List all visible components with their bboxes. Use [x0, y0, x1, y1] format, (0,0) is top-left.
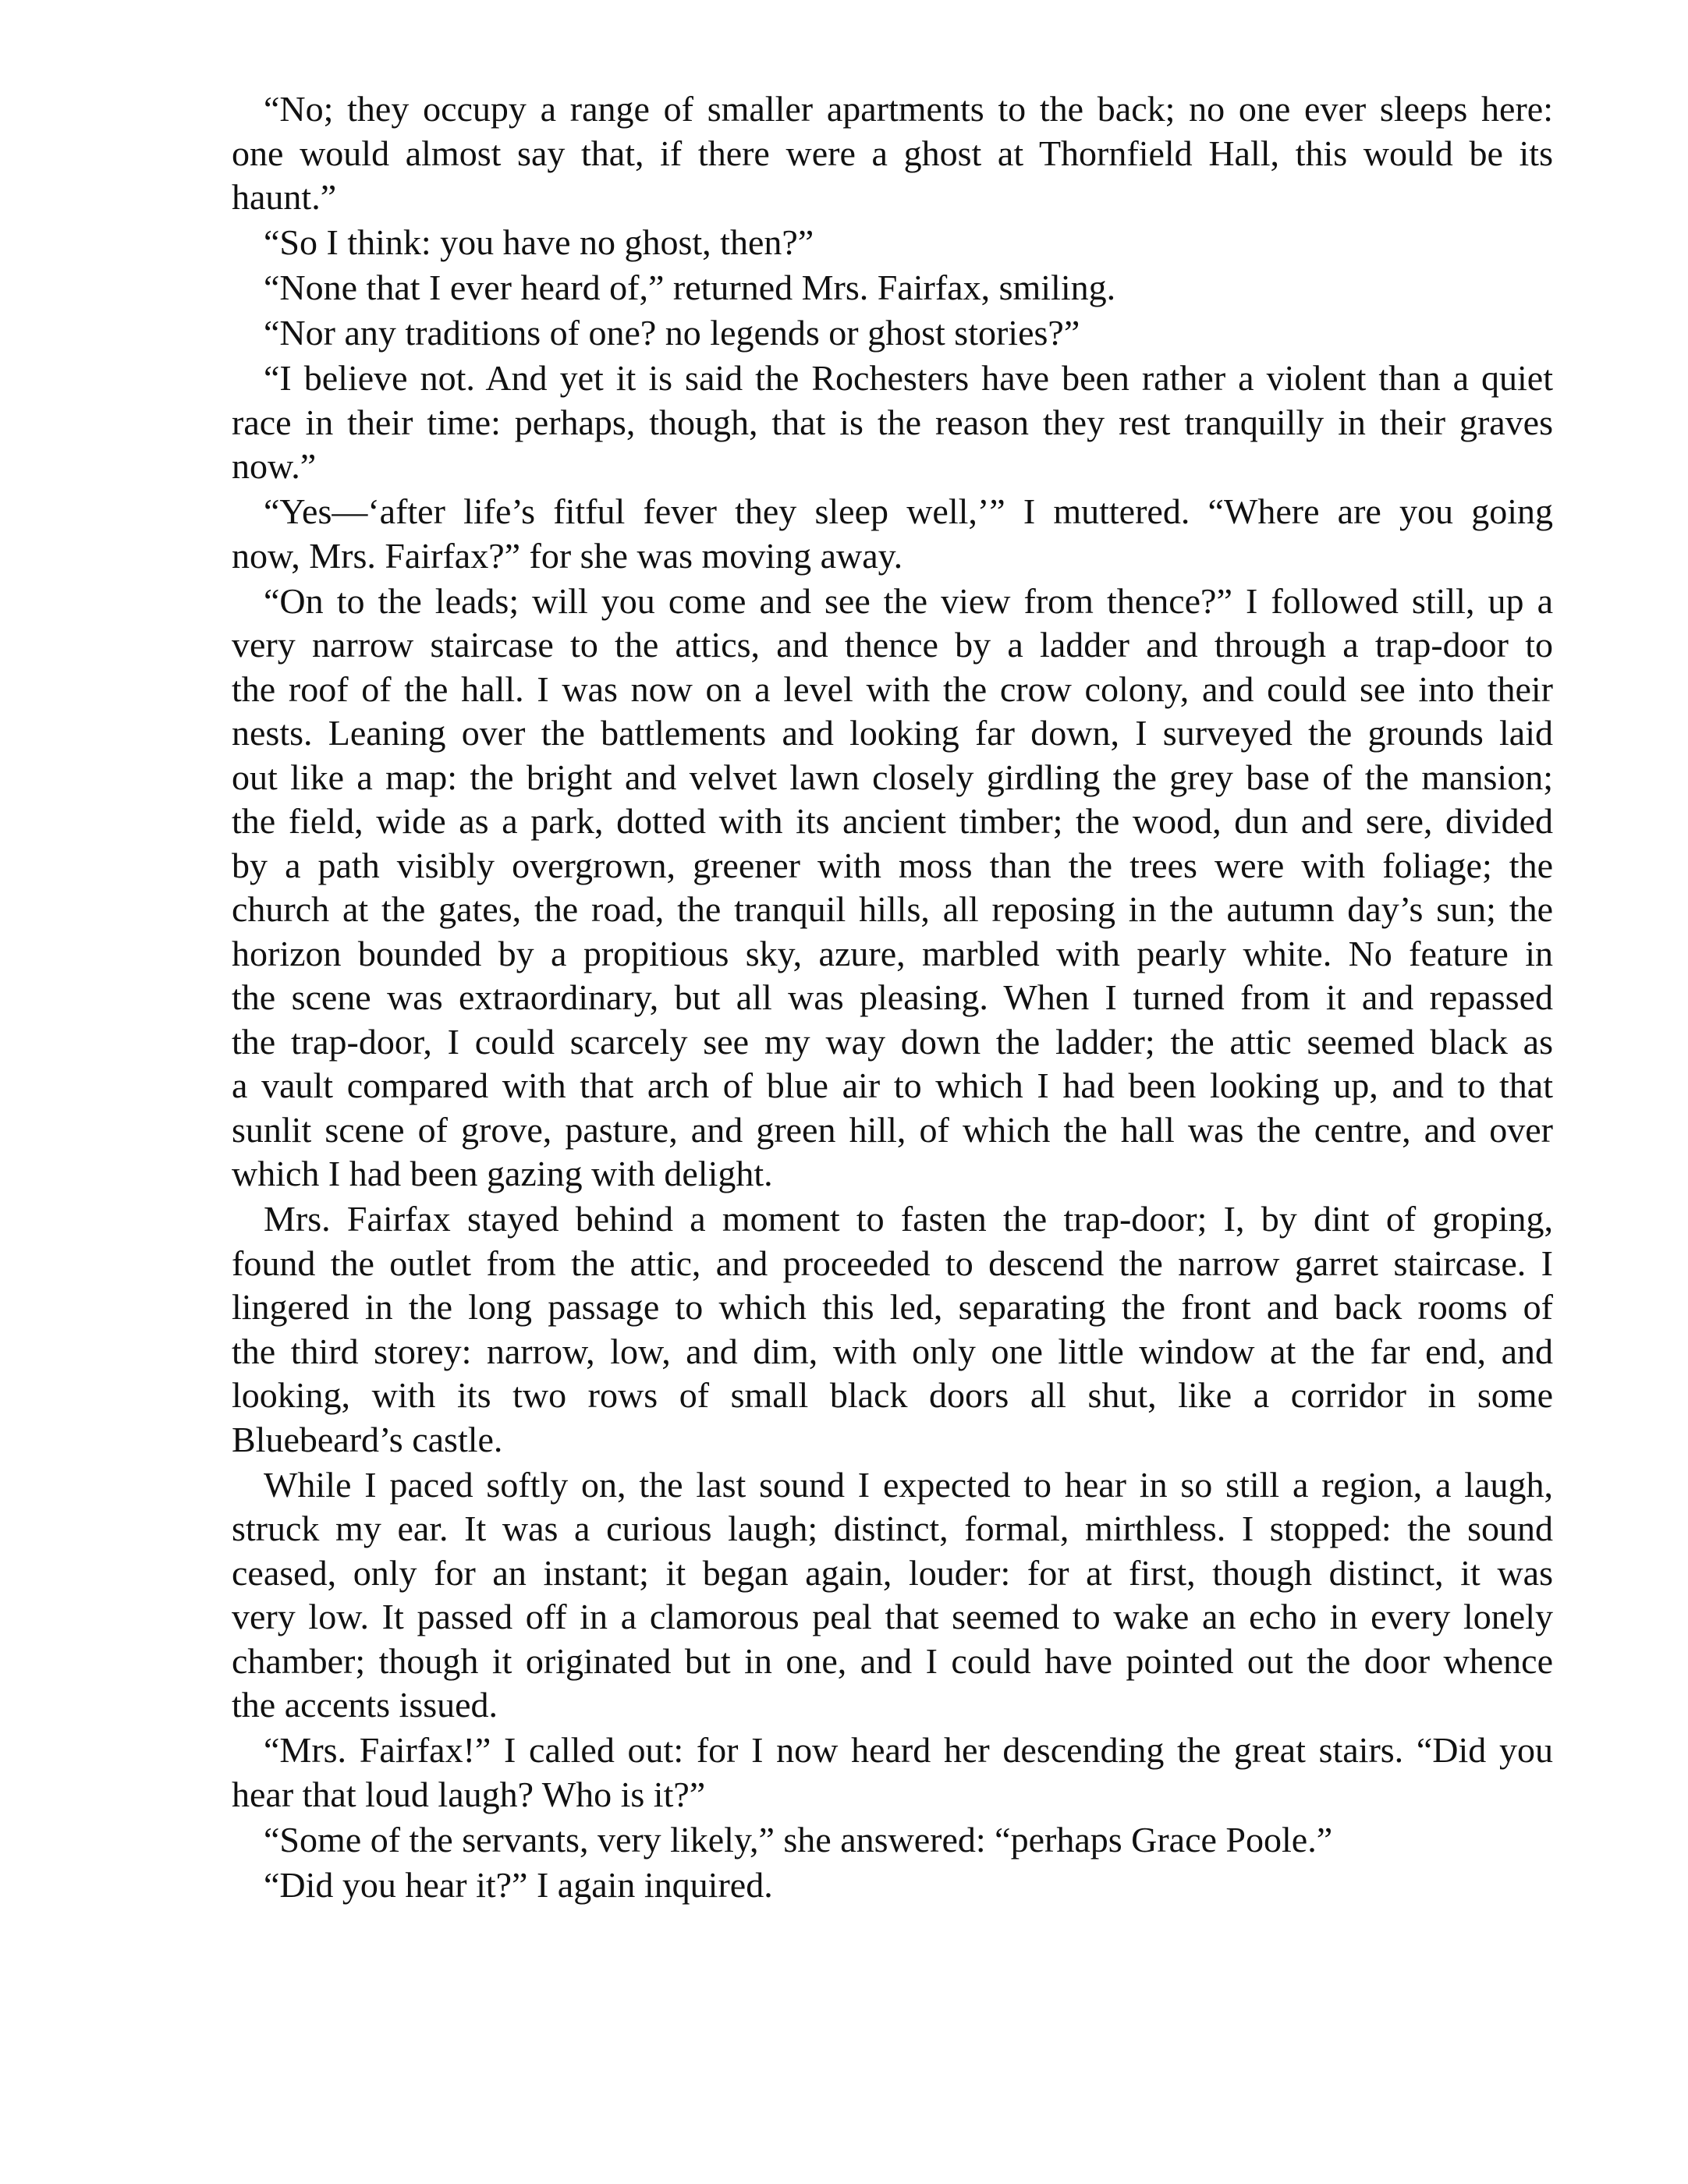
text-line: race in their time: perhaps, though, that is the reason they rest tranquilly in their graves	[232, 402, 1553, 442]
text-line: sunlit scene of grove, pasture, and green hill, of which the hall was the centre, and over	[232, 1109, 1553, 1150]
text-line: Bluebeard’s castle.	[232, 1419, 503, 1459]
text-line: struck my ear. It was a curious laugh; distinct, formal, mirthless. I stopped: the sound	[232, 1509, 1553, 1548]
paragraph	[232, 1818, 1553, 1863]
text-line: the third storey: narrow, low, and dim, with only one little window at the far end, and	[232, 1331, 1553, 1371]
text-line: out like a map: the bright and velvet lawn closely girdling the grey base of the mansion;	[232, 757, 1553, 797]
text-line: “On to the leads; will you come and see the view from thence?” I followed still, up a	[264, 580, 1553, 621]
paragraph	[232, 266, 1553, 310]
text-line: the scene was extraordinary, but all was pleasing. When I turned from it and repassed	[232, 977, 1553, 1017]
text-line: the trap-door, I could scarcely see my way down the ladder; the attic seemed black as	[232, 1021, 1553, 1062]
text-line: church at the gates, the road, the tranquil hills, all reposing in the autumn day’s sun; the	[232, 889, 1553, 929]
text-line: a vault compared with that arch of blue air to which I had been looking up, and to that	[232, 1065, 1553, 1105]
text-line: hear that loud laugh? Who is it?”	[232, 1774, 706, 1814]
text-line: lingered in the long passage to which this led, separating the front and back rooms of	[232, 1287, 1553, 1327]
paragraph	[232, 490, 1553, 578]
text-line: “No; they occupy a range of smaller apartments to the back; no one ever sleeps here:	[264, 89, 1553, 129]
paragraph	[232, 1863, 1553, 1908]
text-line: “Yes—‘after life’s fitful fever they sleep well,’” I muttered. “Where are you going	[264, 491, 1553, 531]
text-line: “Nor any traditions of one? no legends or ghost stories?”	[264, 313, 1080, 353]
text-line: very narrow staircase to the attics, and thence by a ladder and through a trap-door to	[232, 625, 1553, 665]
paragraph	[232, 1463, 1553, 1728]
text-line: one would almost say that, if there were a ghost at Thornfield Hall, this would be its	[232, 133, 1553, 173]
text-line: nests. Leaning over the battlements and looking far down, I surveyed the grounds laid	[232, 713, 1553, 753]
text-line: very low. It passed off in a clamorous peal that seemed to wake an echo in every lonely	[232, 1597, 1553, 1636]
text-line: which I had been gazing with delight.	[232, 1154, 773, 1193]
text-line: horizon bounded by a propitious sky, azure, marbled with pearly white. No feature in	[232, 933, 1553, 973]
text-line: “So I think: you have no ghost, then?”	[264, 222, 814, 262]
text-line: looking, with its two rows of small black doors all shut, like a corridor in some	[232, 1375, 1553, 1415]
text-line: haunt.”	[232, 177, 337, 217]
paragraph	[232, 580, 1553, 1197]
text-line: “Did you hear it?” I again inquired.	[264, 1864, 773, 1905]
paragraph	[232, 1728, 1553, 1817]
text-line: Mrs. Fairfax stayed behind a moment to fasten the trap-door; I, by dint of groping,	[264, 1199, 1553, 1239]
text-line: now, Mrs. Fairfax?” for she was moving away.	[232, 535, 903, 576]
text-line: While I paced softly on, the last sound I expected to hear in so still a region, a laugh,	[264, 1464, 1553, 1505]
text-line: the field, wide as a park, dotted with its ancient timber; the wood, dun and sere, divided	[232, 801, 1553, 841]
paragraph	[232, 356, 1553, 489]
text-line: “Mrs. Fairfax!” I called out: for I now heard her descending the great stairs. “Did you	[264, 1730, 1553, 1770]
document-page	[232, 87, 1553, 1909]
text-line: the accents issued.	[232, 1685, 498, 1725]
text-line: the roof of the hall. I was now on a level with the crow colony, and could see into their	[232, 668, 1553, 709]
text-line: ceased, only for an instant; it began again, louder: for at first, though distinct, it was	[232, 1552, 1553, 1593]
text-line: “Some of the servants, very likely,” she answered: “perhaps Grace Poole.”	[264, 1819, 1333, 1860]
text-line: “None that I ever heard of,” returned Mrs. Fairfax, smiling.	[264, 268, 1116, 307]
text-line: now.”	[232, 446, 317, 486]
paragraph	[232, 221, 1553, 265]
paragraph	[232, 1197, 1553, 1462]
paragraph	[232, 311, 1553, 356]
text-line: found the outlet from the attic, and proceeded to descend the narrow garret staircase. I	[232, 1243, 1553, 1283]
paragraph	[232, 87, 1553, 220]
text-line: chamber; though it originated but in one, and I could have pointed out the door whence	[232, 1640, 1553, 1681]
text-line: “I believe not. And yet it is said the Rochesters have been rather a violent than a quiet	[264, 358, 1553, 398]
text-line: by a path visibly overgrown, greener with moss than the trees were with foliage; the	[232, 845, 1553, 885]
